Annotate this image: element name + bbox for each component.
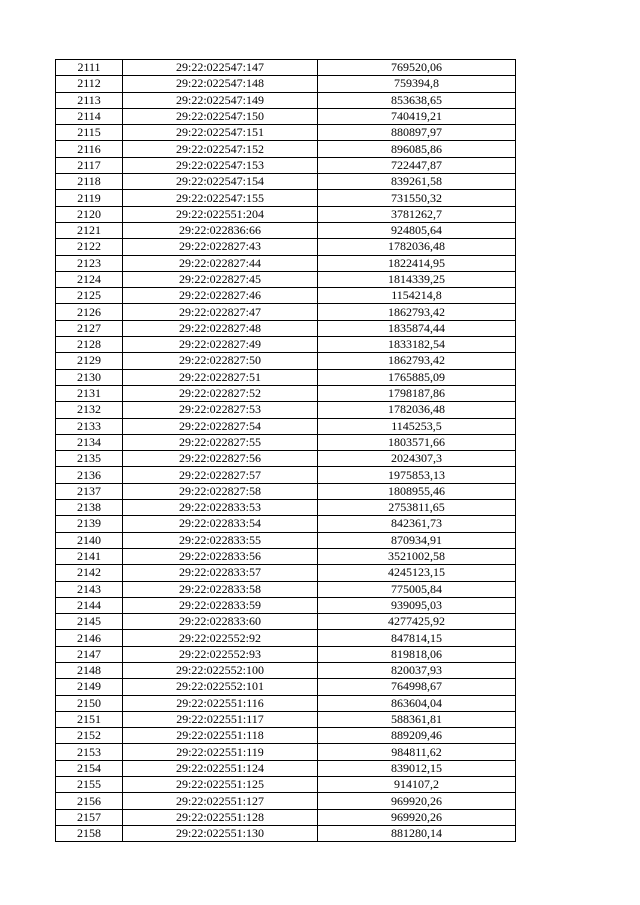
row-number-cell: 2132 xyxy=(56,402,123,418)
table-row xyxy=(56,630,516,646)
value-cell: 2753811,65 xyxy=(318,500,516,516)
value-cell: 1145253,5 xyxy=(318,418,516,434)
row-number-cell: 2156 xyxy=(56,793,123,809)
row-number-cell: 2137 xyxy=(56,483,123,499)
row-number-cell: 2151 xyxy=(56,711,123,727)
row-number-cell: 2152 xyxy=(56,728,123,744)
value-cell: 984811,62 xyxy=(318,744,516,760)
table-row xyxy=(56,809,516,825)
value-cell: 1822414,95 xyxy=(318,255,516,271)
cadastral-number-cell: 29:22:022833:53 xyxy=(123,500,318,516)
cadastral-number-cell: 29:22:022827:44 xyxy=(123,255,318,271)
cadastral-number-cell: 29:22:022551:118 xyxy=(123,728,318,744)
row-number-cell: 2154 xyxy=(56,760,123,776)
cadastral-number-cell: 29:22:022547:151 xyxy=(123,125,318,141)
row-number-cell: 2124 xyxy=(56,271,123,287)
value-cell: 863604,04 xyxy=(318,695,516,711)
value-cell: 731550,32 xyxy=(318,190,516,206)
table-row xyxy=(56,190,516,206)
value-cell: 969920,26 xyxy=(318,809,516,825)
table-row xyxy=(56,174,516,190)
value-cell: 914107,2 xyxy=(318,777,516,793)
table-row xyxy=(56,565,516,581)
cadastral-number-cell: 29:22:022836:66 xyxy=(123,222,318,238)
value-cell: 1798187,86 xyxy=(318,385,516,401)
table-row xyxy=(56,304,516,320)
row-number-cell: 2146 xyxy=(56,630,123,646)
table-row xyxy=(56,483,516,499)
table-row xyxy=(56,793,516,809)
row-number-cell: 2116 xyxy=(56,141,123,157)
value-cell: 881280,14 xyxy=(318,825,516,841)
table-row xyxy=(56,288,516,304)
cadastral-number-cell: 29:22:022827:56 xyxy=(123,451,318,467)
table-row xyxy=(56,695,516,711)
row-number-cell: 2140 xyxy=(56,532,123,548)
cadastral-number-cell: 29:22:022551:128 xyxy=(123,809,318,825)
cadastral-number-cell: 29:22:022833:59 xyxy=(123,597,318,613)
table-row xyxy=(56,157,516,173)
table-row xyxy=(56,92,516,108)
value-cell: 839261,58 xyxy=(318,174,516,190)
row-number-cell: 2147 xyxy=(56,646,123,662)
cadastral-number-cell: 29:22:022827:52 xyxy=(123,385,318,401)
value-cell: 3521002,58 xyxy=(318,548,516,564)
table-row xyxy=(56,825,516,841)
cadastral-number-cell: 29:22:022551:116 xyxy=(123,695,318,711)
value-cell: 896085,86 xyxy=(318,141,516,157)
table-row xyxy=(56,532,516,548)
cadastral-number-cell: 29:22:022827:47 xyxy=(123,304,318,320)
row-number-cell: 2117 xyxy=(56,157,123,173)
cadastral-number-cell: 29:22:022547:149 xyxy=(123,92,318,108)
value-cell: 1782036,48 xyxy=(318,402,516,418)
table-row xyxy=(56,108,516,124)
value-cell: 2024307,3 xyxy=(318,451,516,467)
data-table xyxy=(55,59,516,842)
value-cell: 3781262,7 xyxy=(318,206,516,222)
cadastral-number-cell: 29:22:022827:58 xyxy=(123,483,318,499)
row-number-cell: 2133 xyxy=(56,418,123,434)
table-row xyxy=(56,271,516,287)
value-cell: 847814,15 xyxy=(318,630,516,646)
cadastral-number-cell: 29:22:022827:49 xyxy=(123,337,318,353)
row-number-cell: 2142 xyxy=(56,565,123,581)
cadastral-number-cell: 29:22:022551:127 xyxy=(123,793,318,809)
value-cell: 769520,06 xyxy=(318,60,516,76)
row-number-cell: 2127 xyxy=(56,320,123,336)
cadastral-number-cell: 29:22:022827:45 xyxy=(123,271,318,287)
table-row xyxy=(56,320,516,336)
cadastral-number-cell: 29:22:022827:46 xyxy=(123,288,318,304)
value-cell: 939095,03 xyxy=(318,597,516,613)
table-row xyxy=(56,402,516,418)
cadastral-number-cell: 29:22:022551:124 xyxy=(123,760,318,776)
cadastral-number-cell: 29:22:022827:43 xyxy=(123,239,318,255)
value-cell: 1975853,13 xyxy=(318,467,516,483)
row-number-cell: 2118 xyxy=(56,174,123,190)
table-row xyxy=(56,777,516,793)
cadastral-number-cell: 29:22:022552:93 xyxy=(123,646,318,662)
row-number-cell: 2148 xyxy=(56,662,123,678)
value-cell: 1154214,8 xyxy=(318,288,516,304)
table-row xyxy=(56,125,516,141)
row-number-cell: 2135 xyxy=(56,451,123,467)
table-row xyxy=(56,679,516,695)
row-number-cell: 2113 xyxy=(56,92,123,108)
value-cell: 722447,87 xyxy=(318,157,516,173)
table-row xyxy=(56,451,516,467)
cadastral-number-cell: 29:22:022547:153 xyxy=(123,157,318,173)
cadastral-number-cell: 29:22:022547:155 xyxy=(123,190,318,206)
cadastral-number-cell: 29:22:022827:51 xyxy=(123,369,318,385)
table-row xyxy=(56,369,516,385)
cadastral-number-cell: 29:22:022552:100 xyxy=(123,662,318,678)
table-row xyxy=(56,581,516,597)
row-number-cell: 2144 xyxy=(56,597,123,613)
table-row xyxy=(56,744,516,760)
row-number-cell: 2130 xyxy=(56,369,123,385)
table-row xyxy=(56,728,516,744)
table-row xyxy=(56,467,516,483)
table-row xyxy=(56,614,516,630)
cadastral-number-cell: 29:22:022551:119 xyxy=(123,744,318,760)
cadastral-number-cell: 29:22:022552:101 xyxy=(123,679,318,695)
table-row xyxy=(56,434,516,450)
row-number-cell: 2150 xyxy=(56,695,123,711)
cadastral-number-cell: 29:22:022551:125 xyxy=(123,777,318,793)
row-number-cell: 2123 xyxy=(56,255,123,271)
row-number-cell: 2143 xyxy=(56,581,123,597)
value-cell: 1765885,09 xyxy=(318,369,516,385)
row-number-cell: 2129 xyxy=(56,353,123,369)
value-cell: 1835874,44 xyxy=(318,320,516,336)
row-number-cell: 2138 xyxy=(56,500,123,516)
cadastral-number-cell: 29:22:022827:57 xyxy=(123,467,318,483)
table-row xyxy=(56,255,516,271)
table-row xyxy=(56,385,516,401)
table-row xyxy=(56,76,516,92)
value-cell: 889209,46 xyxy=(318,728,516,744)
cadastral-number-cell: 29:22:022547:152 xyxy=(123,141,318,157)
value-cell: 853638,65 xyxy=(318,92,516,108)
row-number-cell: 2122 xyxy=(56,239,123,255)
value-cell: 588361,81 xyxy=(318,711,516,727)
row-number-cell: 2158 xyxy=(56,825,123,841)
cadastral-number-cell: 29:22:022833:54 xyxy=(123,516,318,532)
value-cell: 1782036,48 xyxy=(318,239,516,255)
table-row xyxy=(56,516,516,532)
row-number-cell: 2136 xyxy=(56,467,123,483)
cadastral-number-cell: 29:22:022833:58 xyxy=(123,581,318,597)
cadastral-number-cell: 29:22:022547:147 xyxy=(123,60,318,76)
cadastral-number-cell: 29:22:022547:150 xyxy=(123,108,318,124)
row-number-cell: 2153 xyxy=(56,744,123,760)
value-cell: 764998,67 xyxy=(318,679,516,695)
cadastral-number-cell: 29:22:022551:117 xyxy=(123,711,318,727)
cadastral-number-cell: 29:22:022551:204 xyxy=(123,206,318,222)
cadastral-number-cell: 29:22:022551:130 xyxy=(123,825,318,841)
row-number-cell: 2119 xyxy=(56,190,123,206)
value-cell: 775005,84 xyxy=(318,581,516,597)
cadastral-number-cell: 29:22:022827:53 xyxy=(123,402,318,418)
table-row xyxy=(56,418,516,434)
table-row xyxy=(56,500,516,516)
row-number-cell: 2126 xyxy=(56,304,123,320)
row-number-cell: 2141 xyxy=(56,548,123,564)
value-cell: 4245123,15 xyxy=(318,565,516,581)
table-row xyxy=(56,662,516,678)
value-cell: 1814339,25 xyxy=(318,271,516,287)
value-cell: 870934,91 xyxy=(318,532,516,548)
row-number-cell: 2149 xyxy=(56,679,123,695)
value-cell: 1862793,42 xyxy=(318,304,516,320)
value-cell: 740419,21 xyxy=(318,108,516,124)
cadastral-number-cell: 29:22:022827:50 xyxy=(123,353,318,369)
row-number-cell: 2115 xyxy=(56,125,123,141)
table-row xyxy=(56,337,516,353)
cadastral-number-cell: 29:22:022833:57 xyxy=(123,565,318,581)
table-row xyxy=(56,353,516,369)
table-row xyxy=(56,711,516,727)
cadastral-number-cell: 29:22:022833:55 xyxy=(123,532,318,548)
row-number-cell: 2120 xyxy=(56,206,123,222)
row-number-cell: 2155 xyxy=(56,777,123,793)
value-cell: 819818,06 xyxy=(318,646,516,662)
cadastral-number-cell: 29:22:022547:154 xyxy=(123,174,318,190)
row-number-cell: 2111 xyxy=(56,60,123,76)
cadastral-number-cell: 29:22:022833:56 xyxy=(123,548,318,564)
cadastral-number-cell: 29:22:022547:148 xyxy=(123,76,318,92)
table-row xyxy=(56,141,516,157)
table-row xyxy=(56,60,516,76)
row-number-cell: 2131 xyxy=(56,385,123,401)
cadastral-number-cell: 29:22:022827:55 xyxy=(123,434,318,450)
table-row xyxy=(56,239,516,255)
row-number-cell: 2112 xyxy=(56,76,123,92)
table-row xyxy=(56,222,516,238)
value-cell: 1808955,46 xyxy=(318,483,516,499)
table-row xyxy=(56,597,516,613)
table-row xyxy=(56,206,516,222)
row-number-cell: 2157 xyxy=(56,809,123,825)
value-cell: 759394,8 xyxy=(318,76,516,92)
row-number-cell: 2121 xyxy=(56,222,123,238)
cadastral-number-cell: 29:22:022552:92 xyxy=(123,630,318,646)
cadastral-number-cell: 29:22:022827:48 xyxy=(123,320,318,336)
value-cell: 1862793,42 xyxy=(318,353,516,369)
cadastral-number-cell: 29:22:022827:54 xyxy=(123,418,318,434)
row-number-cell: 2139 xyxy=(56,516,123,532)
table-row xyxy=(56,548,516,564)
value-cell: 4277425,92 xyxy=(318,614,516,630)
value-cell: 1803571,66 xyxy=(318,434,516,450)
value-cell: 924805,64 xyxy=(318,222,516,238)
row-number-cell: 2145 xyxy=(56,614,123,630)
table-row xyxy=(56,646,516,662)
value-cell: 880897,97 xyxy=(318,125,516,141)
row-number-cell: 2128 xyxy=(56,337,123,353)
row-number-cell: 2134 xyxy=(56,434,123,450)
value-cell: 969920,26 xyxy=(318,793,516,809)
table-body xyxy=(56,60,516,842)
value-cell: 1833182,54 xyxy=(318,337,516,353)
value-cell: 839012,15 xyxy=(318,760,516,776)
row-number-cell: 2125 xyxy=(56,288,123,304)
value-cell: 820037,93 xyxy=(318,662,516,678)
table-row xyxy=(56,760,516,776)
value-cell: 842361,73 xyxy=(318,516,516,532)
cadastral-number-cell: 29:22:022833:60 xyxy=(123,614,318,630)
row-number-cell: 2114 xyxy=(56,108,123,124)
